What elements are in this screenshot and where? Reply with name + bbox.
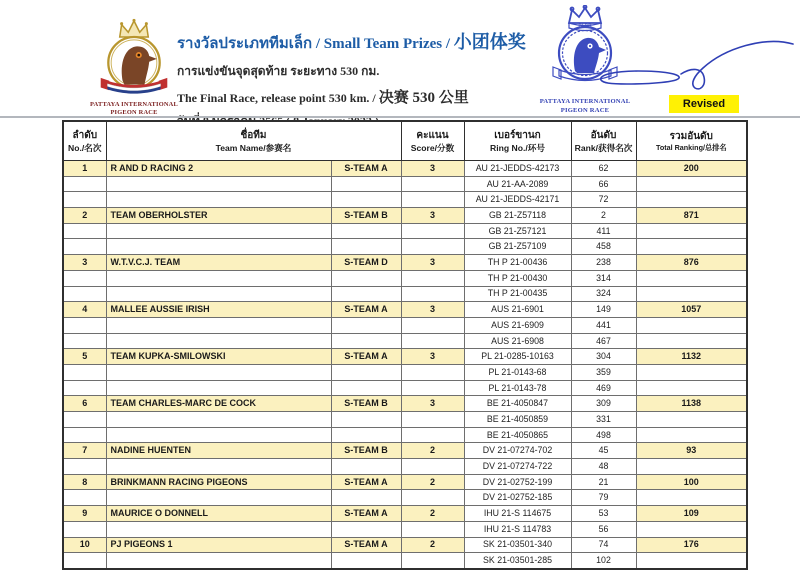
- team-row: [63, 161, 747, 177]
- column-header-0: ลำดับ No./名次: [63, 121, 106, 161]
- team-type-cell: [331, 427, 401, 443]
- rank-cell: 21: [571, 474, 636, 490]
- team-score-cell: 2: [401, 537, 464, 553]
- team-type-cell: [331, 270, 401, 286]
- rank-cell: 309: [571, 396, 636, 412]
- rank-cell: 149: [571, 302, 636, 318]
- team-type-cell: S-TEAM B: [331, 443, 401, 459]
- ring-no-cell: DV 21-02752-185: [464, 490, 571, 506]
- rank-cell: 79: [571, 490, 636, 506]
- total-ranking-cell: [636, 223, 747, 239]
- pigeon-row: [63, 317, 747, 333]
- team-no-cell: [63, 223, 106, 239]
- team-score-cell: 3: [401, 255, 464, 271]
- team-no-cell: [63, 427, 106, 443]
- team-score-cell: [401, 364, 464, 380]
- team-no-cell: 8: [63, 474, 106, 490]
- team-no-cell: [63, 317, 106, 333]
- team-type-cell: [331, 459, 401, 475]
- ring-no-cell: PL 21-0285-10163: [464, 349, 571, 365]
- team-score-cell: [401, 380, 464, 396]
- ring-no-cell: GB 21-Z57121: [464, 223, 571, 239]
- ring-no-cell: DV 21-07274-702: [464, 443, 571, 459]
- ring-no-cell: BE 21-4050847: [464, 396, 571, 412]
- pigeon-row: [63, 490, 747, 506]
- pigeon-row: [63, 412, 747, 428]
- team-no-cell: [63, 333, 106, 349]
- team-type-cell: [331, 412, 401, 428]
- team-no-cell: [63, 459, 106, 475]
- total-ranking-cell: [636, 521, 747, 537]
- total-ranking-cell: 1057: [636, 302, 747, 318]
- team-name-cell: MALLEE AUSSIE IRISH: [106, 302, 331, 318]
- team-name-cell: PJ PIGEONS 1: [106, 537, 331, 553]
- team-score-cell: 3: [401, 396, 464, 412]
- total-ranking-cell: [636, 380, 747, 396]
- team-type-cell: [331, 380, 401, 396]
- rank-cell: 2: [571, 208, 636, 224]
- team-score-cell: 3: [401, 349, 464, 365]
- rank-cell: 314: [571, 270, 636, 286]
- team-score-cell: [401, 270, 464, 286]
- column-header-2: คะแนน Score/分数: [401, 121, 464, 161]
- ring-no-cell: AUS 21-6908: [464, 333, 571, 349]
- ring-no-cell: BE 21-4050865: [464, 427, 571, 443]
- signature-mark: [593, 34, 798, 94]
- team-score-cell: [401, 317, 464, 333]
- team-no-cell: 9: [63, 506, 106, 522]
- rank-cell: 304: [571, 349, 636, 365]
- rank-cell: 74: [571, 537, 636, 553]
- revised-badge-label: Revised: [682, 98, 726, 110]
- team-type-cell: [331, 223, 401, 239]
- team-no-cell: 2: [63, 208, 106, 224]
- team-score-cell: [401, 521, 464, 537]
- prize-table-body: [63, 161, 747, 569]
- club-logo-caption-line2: PIGEON RACE: [110, 109, 158, 117]
- team-type-cell: S-TEAM A: [331, 506, 401, 522]
- team-no-cell: [63, 364, 106, 380]
- team-name-cell: [106, 412, 331, 428]
- total-ranking-cell: [636, 192, 747, 208]
- total-ranking-cell: [636, 490, 747, 506]
- rank-cell: 48: [571, 459, 636, 475]
- rank-cell: 324: [571, 286, 636, 302]
- team-score-cell: [401, 223, 464, 239]
- team-row: [63, 474, 747, 490]
- club-logo-caption-line1: PATTAYA INTERNATIONAL: [90, 101, 178, 108]
- ring-no-cell: IHU 21-S 114783: [464, 521, 571, 537]
- team-name-cell: [106, 239, 331, 255]
- ring-no-cell: GB 21-Z57109: [464, 239, 571, 255]
- prize-table-header-row: [63, 121, 747, 161]
- team-type-cell: [331, 333, 401, 349]
- ring-no-cell: AU 21-JEDDS-42173: [464, 161, 571, 177]
- team-score-cell: 3: [401, 302, 464, 318]
- team-score-cell: [401, 176, 464, 192]
- team-name-cell: [106, 427, 331, 443]
- team-no-cell: 6: [63, 396, 106, 412]
- team-no-cell: [63, 239, 106, 255]
- team-name-cell: TEAM KUPKA-SMILOWSKI: [106, 349, 331, 365]
- ring-no-cell: AUS 21-6901: [464, 302, 571, 318]
- team-score-cell: [401, 459, 464, 475]
- team-no-cell: 5: [63, 349, 106, 365]
- ring-no-cell: PL 21-0143-68: [464, 364, 571, 380]
- total-ranking-cell: [636, 553, 747, 569]
- team-score-cell: [401, 333, 464, 349]
- rank-cell: 469: [571, 380, 636, 396]
- team-name-cell: R AND D RACING 2: [106, 161, 331, 177]
- club-logo: [84, 18, 184, 118]
- team-no-cell: [63, 553, 106, 569]
- team-no-cell: 7: [63, 443, 106, 459]
- team-no-cell: [63, 412, 106, 428]
- ring-no-cell: BE 21-4050859: [464, 412, 571, 428]
- team-type-cell: [331, 553, 401, 569]
- rank-cell: 411: [571, 223, 636, 239]
- rank-cell: 102: [571, 553, 636, 569]
- pigeon-row: [63, 223, 747, 239]
- team-row: [63, 302, 747, 318]
- title-subtitle-race: The Final Race, release point 530 km. / 决赛 530 公里: [177, 90, 469, 106]
- team-name-cell: [106, 333, 331, 349]
- team-row: [63, 208, 747, 224]
- pigeon-row: [63, 521, 747, 537]
- total-ranking-cell: 876: [636, 255, 747, 271]
- stamp-caption-line2: PIGEON RACE: [560, 106, 610, 114]
- team-name-cell: [106, 192, 331, 208]
- team-score-cell: [401, 427, 464, 443]
- total-ranking-cell: [636, 364, 747, 380]
- rank-cell: 238: [571, 255, 636, 271]
- team-row: [63, 255, 747, 271]
- team-type-cell: S-TEAM B: [331, 396, 401, 412]
- team-no-cell: [63, 270, 106, 286]
- team-no-cell: 10: [63, 537, 106, 553]
- team-score-cell: 3: [401, 161, 464, 177]
- team-name-cell: [106, 490, 331, 506]
- total-ranking-cell: [636, 427, 747, 443]
- total-ranking-cell: 93: [636, 443, 747, 459]
- rank-cell: 441: [571, 317, 636, 333]
- ring-no-cell: IHU 21-S 114675: [464, 506, 571, 522]
- rank-cell: 498: [571, 427, 636, 443]
- team-name-cell: [106, 270, 331, 286]
- column-header-5: รวมอันดับ Total Ranking/总排名: [636, 121, 747, 161]
- team-no-cell: 3: [63, 255, 106, 271]
- column-header-3: เบอร์ขานก Ring No./环号: [464, 121, 571, 161]
- pigeon-row: [63, 286, 747, 302]
- pigeon-logo-icon: [86, 18, 182, 96]
- team-type-cell: S-TEAM A: [331, 537, 401, 553]
- total-ranking-cell: [636, 176, 747, 192]
- total-ranking-cell: [636, 459, 747, 475]
- ring-no-cell: AU 21-AA-2089: [464, 176, 571, 192]
- pigeon-row: [63, 364, 747, 380]
- pigeon-row: [63, 427, 747, 443]
- rank-cell: 458: [571, 239, 636, 255]
- team-name-cell: [106, 176, 331, 192]
- ring-no-cell: DV 21-07274-722: [464, 459, 571, 475]
- team-name-cell: [106, 521, 331, 537]
- team-type-cell: S-TEAM B: [331, 208, 401, 224]
- page-title: รางวัลประเภททีมเล็ก / Small Team Prizes / 小团体奖: [177, 32, 526, 52]
- team-type-cell: S-TEAM A: [331, 474, 401, 490]
- ring-no-cell: GB 21-Z57118: [464, 208, 571, 224]
- total-ranking-cell: 200: [636, 161, 747, 177]
- ring-no-cell: AUS 21-6909: [464, 317, 571, 333]
- team-type-cell: S-TEAM D: [331, 255, 401, 271]
- pigeon-row: [63, 176, 747, 192]
- team-name-cell: W.T.V.C.J. TEAM: [106, 255, 331, 271]
- total-ranking-cell: [636, 412, 747, 428]
- pigeon-row: [63, 380, 747, 396]
- ring-no-cell: SK 21-03501-285: [464, 553, 571, 569]
- pigeon-row: [63, 239, 747, 255]
- ring-no-cell: TH P 21-00430: [464, 270, 571, 286]
- total-ranking-cell: 100: [636, 474, 747, 490]
- total-ranking-cell: 871: [636, 208, 747, 224]
- team-score-cell: [401, 192, 464, 208]
- team-name-cell: [106, 317, 331, 333]
- team-score-cell: [401, 553, 464, 569]
- rank-cell: 62: [571, 161, 636, 177]
- title-subtitle-thai: การแข่งขันจุดสุดท้าย ระยะทาง 530 กม.: [177, 64, 380, 78]
- team-type-cell: S-TEAM A: [331, 161, 401, 177]
- pigeon-row: [63, 459, 747, 475]
- team-name-cell: [106, 553, 331, 569]
- team-score-cell: [401, 490, 464, 506]
- rank-cell: 56: [571, 521, 636, 537]
- team-row: [63, 396, 747, 412]
- stamp-crown-band-text: P.I.P.R: [578, 22, 592, 28]
- rank-cell: 53: [571, 506, 636, 522]
- rank-cell: 45: [571, 443, 636, 459]
- team-type-cell: [331, 521, 401, 537]
- prize-table-container: [62, 120, 748, 570]
- total-ranking-cell: [636, 317, 747, 333]
- team-type-cell: [331, 239, 401, 255]
- team-name-cell: MAURICE O DONNELL: [106, 506, 331, 522]
- team-no-cell: [63, 192, 106, 208]
- total-ranking-cell: 109: [636, 506, 747, 522]
- team-score-cell: 2: [401, 506, 464, 522]
- team-row: [63, 349, 747, 365]
- team-name-cell: [106, 364, 331, 380]
- team-score-cell: 2: [401, 474, 464, 490]
- team-no-cell: 4: [63, 302, 106, 318]
- ring-no-cell: AU 21-JEDDS-42171: [464, 192, 571, 208]
- team-row: [63, 537, 747, 553]
- team-name-cell: [106, 380, 331, 396]
- team-score-cell: [401, 286, 464, 302]
- team-name-cell: [106, 286, 331, 302]
- stamp-caption-line1: PATTAYA INTERNATIONAL: [539, 98, 631, 105]
- page-divider: [0, 116, 800, 118]
- ring-no-cell: PL 21-0143-78: [464, 380, 571, 396]
- team-name-cell: [106, 223, 331, 239]
- total-ranking-cell: [636, 270, 747, 286]
- total-ranking-cell: 1138: [636, 396, 747, 412]
- total-ranking-cell: [636, 286, 747, 302]
- team-type-cell: [331, 286, 401, 302]
- team-type-cell: [331, 490, 401, 506]
- team-no-cell: [63, 490, 106, 506]
- rank-cell: 72: [571, 192, 636, 208]
- team-type-cell: [331, 192, 401, 208]
- revised-badge: [669, 95, 739, 113]
- rank-cell: 66: [571, 176, 636, 192]
- team-no-cell: [63, 521, 106, 537]
- pigeon-row: [63, 333, 747, 349]
- prize-table: [62, 120, 748, 570]
- rank-cell: 331: [571, 412, 636, 428]
- team-type-cell: [331, 364, 401, 380]
- team-no-cell: [63, 286, 106, 302]
- total-ranking-cell: 176: [636, 537, 747, 553]
- team-score-cell: 3: [401, 208, 464, 224]
- pigeon-row: [63, 192, 747, 208]
- ring-no-cell: TH P 21-00435: [464, 286, 571, 302]
- team-no-cell: [63, 176, 106, 192]
- team-score-cell: 2: [401, 443, 464, 459]
- ring-no-cell: DV 21-02752-199: [464, 474, 571, 490]
- total-ranking-cell: [636, 333, 747, 349]
- team-row: [63, 443, 747, 459]
- team-no-cell: [63, 380, 106, 396]
- team-score-cell: [401, 239, 464, 255]
- ring-no-cell: TH P 21-00436: [464, 255, 571, 271]
- team-name-cell: TEAM CHARLES-MARC DE COCK: [106, 396, 331, 412]
- team-type-cell: [331, 176, 401, 192]
- team-type-cell: [331, 317, 401, 333]
- team-name-cell: [106, 459, 331, 475]
- team-row: [63, 506, 747, 522]
- rank-cell: 467: [571, 333, 636, 349]
- rank-cell: 359: [571, 364, 636, 380]
- team-type-cell: S-TEAM A: [331, 302, 401, 318]
- pigeon-row: [63, 553, 747, 569]
- team-type-cell: S-TEAM A: [331, 349, 401, 365]
- team-score-cell: [401, 412, 464, 428]
- team-no-cell: 1: [63, 161, 106, 177]
- team-name-cell: TEAM OBERHOLSTER: [106, 208, 331, 224]
- team-name-cell: BRINKMANN RACING PIGEONS: [106, 474, 331, 490]
- pigeon-row: [63, 270, 747, 286]
- ring-no-cell: SK 21-03501-340: [464, 537, 571, 553]
- column-header-4: อันดับ Rank/获得名次: [571, 121, 636, 161]
- total-ranking-cell: [636, 239, 747, 255]
- total-ranking-cell: 1132: [636, 349, 747, 365]
- column-header-1: ชื่อทีม Team Name/参赛名: [106, 121, 401, 161]
- team-name-cell: NADINE HUENTEN: [106, 443, 331, 459]
